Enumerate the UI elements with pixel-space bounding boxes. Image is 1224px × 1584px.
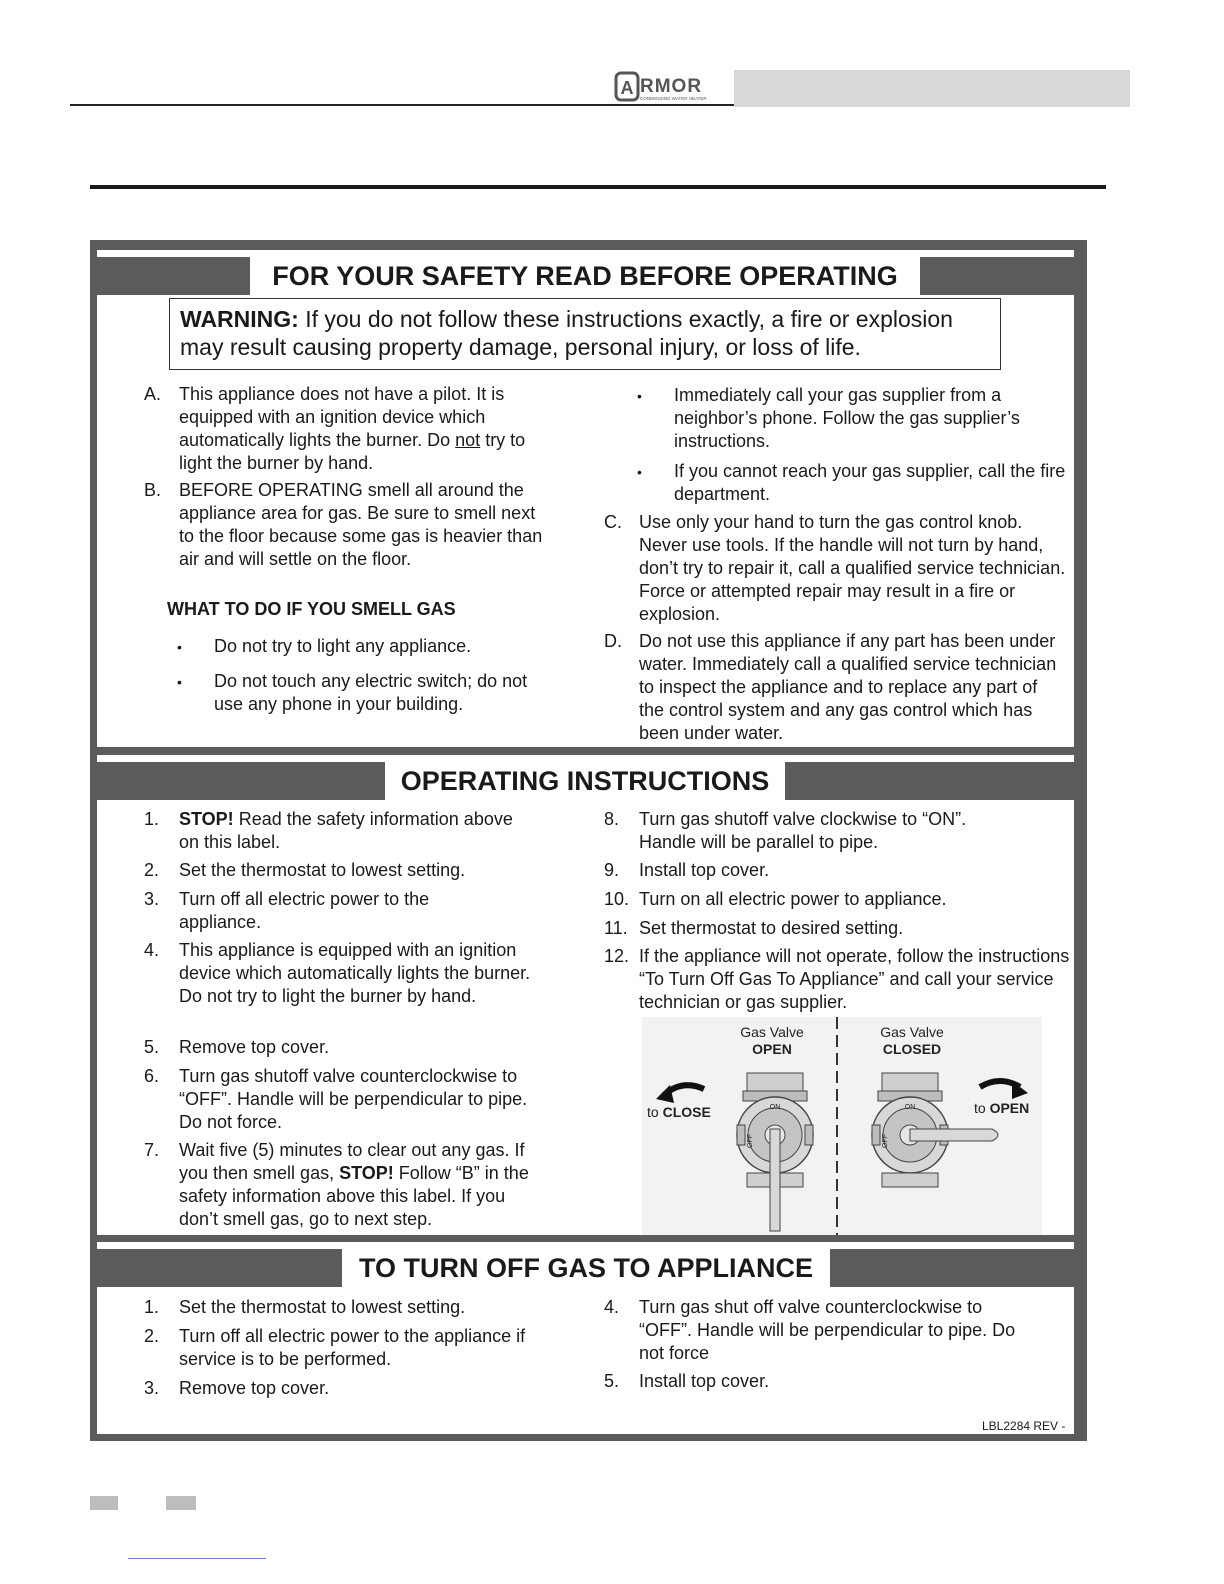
page-tab-marker (166, 1496, 196, 1510)
smell-bullet-1: Do not try to light any appliance. (214, 636, 472, 656)
off-step-num: 2. (144, 1326, 160, 1346)
op-step-12: If the appliance will not operate, follow the instructions “To Turn Off Gas To Appliance” and call your service technician or gas supplier. (639, 946, 1070, 1012)
off-step-num: 5. (604, 1371, 620, 1391)
item-c-label: C. (604, 512, 622, 532)
valve-on-text: ON (769, 1104, 781, 1111)
valve-off-text: OFF (882, 1134, 889, 1148)
op-step-2: Set the thermostat to lowest setting. (179, 860, 466, 880)
off-step-5: Install top cover. (639, 1371, 770, 1391)
op-step-num: 3. (144, 889, 160, 909)
op-step-num: 6. (144, 1066, 160, 1086)
op-step-4: This appliance is equipped with an ignition device which automatically lights the burner. Do not try to light the burner by hand. (179, 940, 531, 1006)
off-step-4: Turn gas shut off valve counterclockwise to “OFF”. Handle will be perpendicular to pipe. Do not force (639, 1297, 1016, 1363)
safety-panel (97, 250, 1074, 747)
smell-bullet-3: Immediately call your gas supplier from a neighbor’s phone. Follow the gas supplier’s instructions. (674, 385, 1020, 451)
item-c-text: Use only your hand to turn the gas control knob. Never use tools. If the handle will not turn by hand, don’t try to repair it, call a qualified service technician. Force or attempted repair may result in a fire or explosion. (639, 512, 1066, 624)
logo-subtitle: CONDENSING WATER HEATER (640, 96, 707, 101)
valve-on-text: ON (904, 1104, 916, 1111)
warning-text: WARNING: If you do not follow these instructions exactly, a fire or explosion may result causing property damage, personal injury, or loss of life. (180, 306, 953, 360)
smell-bullet-2: Do not touch any electric switch; do not use any phone in your building. (214, 671, 528, 714)
op-step-11: Set thermostat to desired setting. (639, 918, 904, 938)
turnoff-title: TO TURN OFF GAS TO APPLIANCE (342, 1249, 830, 1287)
op-step-8: Turn gas shutoff valve clockwise to “ON”. Handle will be parallel to pipe. (639, 809, 967, 852)
op-step-10: Turn on all electric power to appliance. (639, 889, 947, 909)
op-step-num: 12. (604, 946, 630, 966)
off-step-num: 1. (144, 1297, 160, 1317)
op-step-num: 11. (604, 918, 628, 938)
smell-gas-heading: WHAT TO DO IF YOU SMELL GAS (167, 599, 456, 619)
item-b-text: BEFORE OPERATING smell all around the appliance area for gas. Be sure to smell next to the floor because some gas is heavier than air and will settle on the floor. (179, 480, 543, 569)
op-step-num: 1. (144, 809, 160, 829)
item-a-text: This appliance does not have a pilot. It is equipped with an ignition device which automatically lights the burner. Do not try to light the burner by hand. (179, 384, 526, 473)
item-a-label: A. (144, 384, 162, 404)
item-b-label: B. (144, 480, 162, 500)
armor-logo (614, 70, 736, 104)
off-step-num: 4. (604, 1297, 620, 1317)
turnoff-panel (97, 1242, 1074, 1434)
footer-link-underline (128, 1558, 266, 1559)
op-step-1: STOP! Read the safety information above on this label. (179, 809, 513, 852)
op-step-num: 7. (144, 1140, 160, 1160)
smell-bullet-4: If you cannot reach your gas supplier, call the fire department. (674, 461, 1066, 504)
item-d-label: D. (604, 631, 622, 651)
to-close-label: to CLOSE (647, 1104, 711, 1120)
closed-state: CLOSED (882, 1041, 942, 1057)
bullet-icon: • (637, 464, 642, 480)
section-rule (90, 185, 1106, 189)
op-step-7: Wait five (5) minutes to clear out any gas. If you then smell gas, STOP! Follow “B” in the safety information above this label. If you don’t smell gas, go to next step. (179, 1140, 529, 1229)
op-step-6: Turn gas shutoff valve counterclockwise to “OFF”. Handle will be perpendicular to pipe. Do not force. (179, 1066, 528, 1132)
header-gray-bar (734, 70, 1130, 107)
off-step-num: 3. (144, 1378, 160, 1398)
warning-label: WARNING: (180, 306, 299, 332)
open-state: OPEN (752, 1041, 792, 1057)
warning-box (169, 298, 1001, 370)
page-tab-marker (90, 1496, 118, 1510)
label-code: LBL2284 REV - (982, 1419, 1066, 1433)
safety-label (90, 240, 1087, 1441)
op-step-num: 2. (144, 860, 160, 880)
off-step-2: Turn off all electric power to the appliance if service is to be performed. (179, 1326, 526, 1369)
op-step-num: 10. (604, 889, 630, 909)
open-caption: Gas Valve (740, 1024, 804, 1040)
gas-valve-diagram (642, 1017, 1042, 1235)
off-step-1: Set the thermostat to lowest setting. (179, 1297, 466, 1317)
op-step-num: 4. (144, 940, 160, 960)
bullet-icon: • (637, 388, 642, 404)
to-open-label: to OPEN (974, 1100, 1030, 1116)
op-step-9: Install top cover. (639, 860, 770, 880)
op-step-5: Remove top cover. (179, 1037, 330, 1057)
safety-title: FOR YOUR SAFETY READ BEFORE OPERATING (250, 257, 920, 295)
bullet-icon: • (177, 639, 182, 655)
bullet-icon: • (177, 674, 182, 690)
op-step-num: 5. (144, 1037, 160, 1057)
operating-title: OPERATING INSTRUCTIONS (385, 762, 785, 800)
logo-wordmark: RMOR (640, 76, 703, 97)
header-rule (70, 104, 734, 106)
closed-caption: Gas Valve (880, 1024, 944, 1040)
logo-letter: A (620, 78, 634, 98)
op-step-3: Turn off all electric power to the appliance. (179, 889, 430, 932)
op-step-num: 9. (604, 860, 620, 880)
off-step-3: Remove top cover. (179, 1378, 330, 1398)
valve-off-text: OFF (747, 1134, 754, 1148)
item-d-text: Do not use this appliance if any part has been under water. Immediately call a qualified service technician to inspect the appliance and to replace any part of the control system and any gas control which has been under water. (639, 631, 1057, 743)
operating-panel (97, 755, 1074, 1235)
op-step-num: 8. (604, 809, 620, 829)
